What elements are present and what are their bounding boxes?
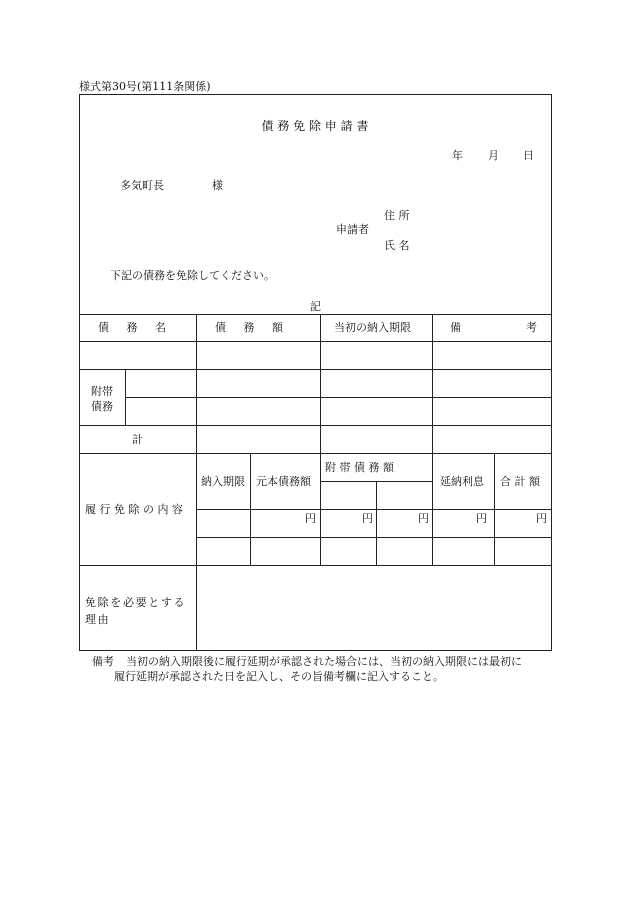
attached-debt-label: 附帯 債務: [91, 385, 113, 413]
yen-principal: 円: [305, 512, 316, 525]
col-header-original-deadline: 当初の納入期限: [334, 321, 411, 334]
rule-table-top: [79, 314, 552, 315]
applicant-label: 申請者: [336, 223, 369, 236]
sub-header-late-interest: 延納利息: [440, 475, 484, 488]
vrule-col3: [432, 314, 433, 565]
rule-content-bottom: [79, 565, 552, 566]
vrule-principal: [320, 453, 321, 565]
note-line2: 履行延期が承認された日を記入し、その旨備考欄に記入すること。: [114, 670, 444, 683]
note-label: 備考: [92, 655, 114, 668]
vrule-interest: [494, 453, 495, 565]
col-header-remarks-left: 備: [450, 321, 461, 334]
sub-header-attached-debt: 附 帯 債 務 額: [325, 461, 394, 474]
reason-label: 免除を必要とする理由: [85, 596, 187, 626]
sub-header-principal: 元本債務額: [256, 475, 311, 488]
sub-header-due-date: 納入期限: [201, 475, 245, 488]
col-header-remarks-right: 考: [526, 321, 537, 334]
ki-label: 記: [310, 300, 321, 313]
exemption-content-label: 履 行 免 除 の 内 容: [85, 503, 183, 516]
total-label: 計: [132, 433, 143, 446]
yen-attached-1: 円: [362, 512, 373, 525]
vrule-duedate: [250, 453, 251, 565]
rule-row1-bottom: [79, 369, 552, 370]
request-text: 下記の債務を免除してください。: [110, 269, 275, 282]
rule-header-bottom: [79, 341, 552, 342]
addressee-honorific: 様: [212, 179, 223, 192]
col-header-debt-name: 債 務 名: [98, 321, 166, 334]
date-year: 年: [452, 149, 463, 162]
yen-total: 円: [536, 512, 547, 525]
address-label: 住 所: [384, 209, 410, 222]
yen-attached-2: 円: [418, 512, 429, 525]
note-line1: 当初の納入期限後に履行延期が承認された場合には、当初の納入期限には最初に: [126, 655, 522, 668]
addressee: 多気町長: [120, 179, 164, 192]
yen-interest: 円: [476, 512, 487, 525]
rule-attached-mid: [125, 397, 552, 398]
form-title: 債 務 免 除 申 請 書: [261, 119, 369, 133]
rule-total-bottom: [79, 453, 552, 454]
sub-header-total-amount: 合 計 額: [500, 475, 540, 488]
form-id: 様式第30号(第111条関係): [79, 80, 211, 93]
date-month: 月: [488, 149, 499, 162]
vrule-attached-sub: [376, 481, 377, 565]
vrule-col1: [196, 314, 197, 651]
col-header-debt-amount: 債 務 額: [215, 321, 283, 334]
name-label: 氏 名: [384, 239, 410, 252]
vrule-col2: [320, 314, 321, 453]
vrule-attached: [125, 369, 126, 425]
rule-attached-bottom: [79, 425, 552, 426]
date-day: 日: [523, 149, 534, 162]
form-frame: [79, 94, 552, 651]
